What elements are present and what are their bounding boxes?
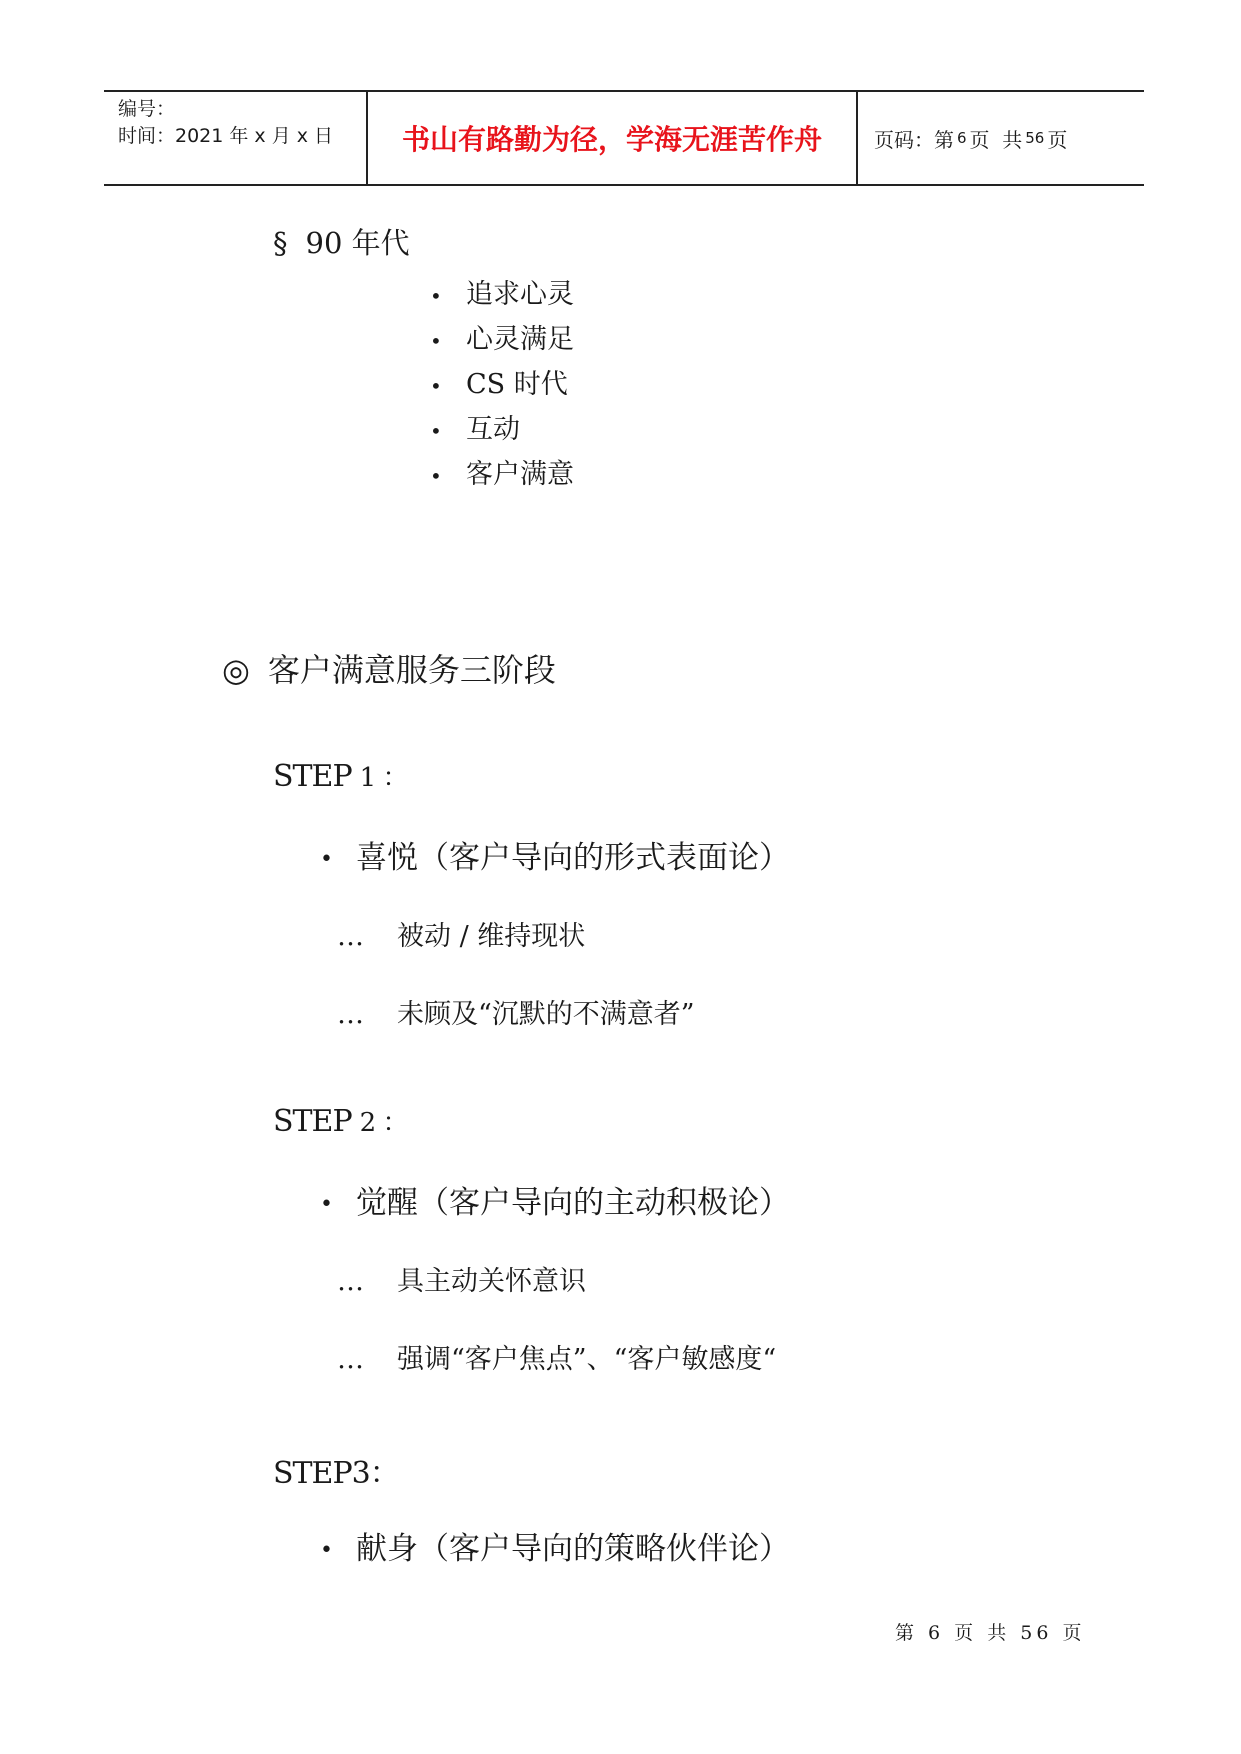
bullet-icon: • <box>430 373 442 398</box>
bullet-icon: • <box>320 847 333 872</box>
sub-item-text: 被动 / 维持现状 <box>397 921 586 952</box>
step-number: 1 ： <box>359 763 408 793</box>
list-item-text: 追求心灵 <box>466 279 574 310</box>
step-label: STEP <box>273 759 352 794</box>
list-item <box>430 272 574 311</box>
list-item <box>430 407 520 446</box>
step-label: STEP <box>273 1104 352 1139</box>
page-label-suffix: 页 <box>1047 127 1068 152</box>
list-item <box>430 317 574 356</box>
document-date: 时间：2021 年 x 月 x 日 <box>118 125 334 147</box>
page-current: 6 <box>957 129 967 147</box>
double-circle-icon: ◎ <box>222 651 250 689</box>
stages-title-text: 客户满意服务三阶段 <box>267 651 556 689</box>
step-2-sub-item <box>337 1337 776 1376</box>
list-item-text: 心灵满足 <box>466 324 574 355</box>
step-2-heading <box>273 1102 407 1139</box>
step-number: 2 ： <box>359 1108 408 1138</box>
step-bullet-text: 觉醒（客户导向的主动积极论） <box>356 1185 790 1221</box>
list-item <box>430 452 574 491</box>
document-number-label: 编号： <box>118 98 176 120</box>
sub-item-text: 强调“客户焦点”、“客户敏感度“ <box>397 1344 777 1375</box>
step-1-sub-item <box>337 914 585 953</box>
list-item-text: CS 时代 <box>466 369 568 400</box>
step-2-bullet <box>320 1177 790 1222</box>
bullet-icon: • <box>430 328 442 353</box>
bullet-icon: • <box>430 463 442 488</box>
step-1-bullet <box>320 832 790 877</box>
step-bullet-text: 喜悦（客户导向的形式表面论） <box>356 840 790 876</box>
bullet-icon: • <box>320 1538 333 1563</box>
ellipsis-icon: … <box>337 999 364 1030</box>
step-2-sub-item <box>337 1259 586 1298</box>
header-divider <box>856 92 858 184</box>
step-1-sub-item <box>337 992 695 1031</box>
bullet-icon: • <box>430 283 442 308</box>
ellipsis-icon: … <box>337 1266 364 1297</box>
step-1-heading <box>273 757 407 794</box>
list-item-text: 互动 <box>466 414 520 445</box>
page-total: 56 <box>1025 129 1045 147</box>
step-3-heading <box>273 1448 399 1492</box>
header-motto: 书山有路勤为径，学海无涯苦作舟 <box>401 123 822 156</box>
list-item <box>430 362 568 401</box>
page-footer: 第 6 页 共 56 页 <box>895 1622 1086 1644</box>
page-label-mid: 页 共 <box>969 127 1023 152</box>
page-label-prefix: 页码：第 <box>874 127 954 152</box>
bullet-icon: • <box>320 1192 333 1217</box>
sub-item-text: 未顾及“沉默的不满意者” <box>397 999 695 1030</box>
sub-item-text: 具主动关怀意识 <box>397 1266 586 1297</box>
header-page-number <box>866 92 1152 184</box>
list-item-text: 客户满意 <box>466 459 574 490</box>
section-90s-title <box>273 221 410 262</box>
step-3-bullet <box>320 1523 790 1568</box>
step-bullet-text: 献身（客户导向的策略伙伴论） <box>356 1531 790 1567</box>
header-meta <box>118 92 363 150</box>
ellipsis-icon: … <box>337 921 364 952</box>
section-mark-icon: § <box>273 226 288 260</box>
ellipsis-icon: … <box>337 1344 364 1375</box>
step-label: STEP3： <box>273 1456 399 1491</box>
document-header <box>104 90 1144 186</box>
section-90s-title-text: 90 年代 <box>305 226 410 260</box>
bullet-icon: • <box>430 418 442 443</box>
stages-title <box>222 645 556 691</box>
